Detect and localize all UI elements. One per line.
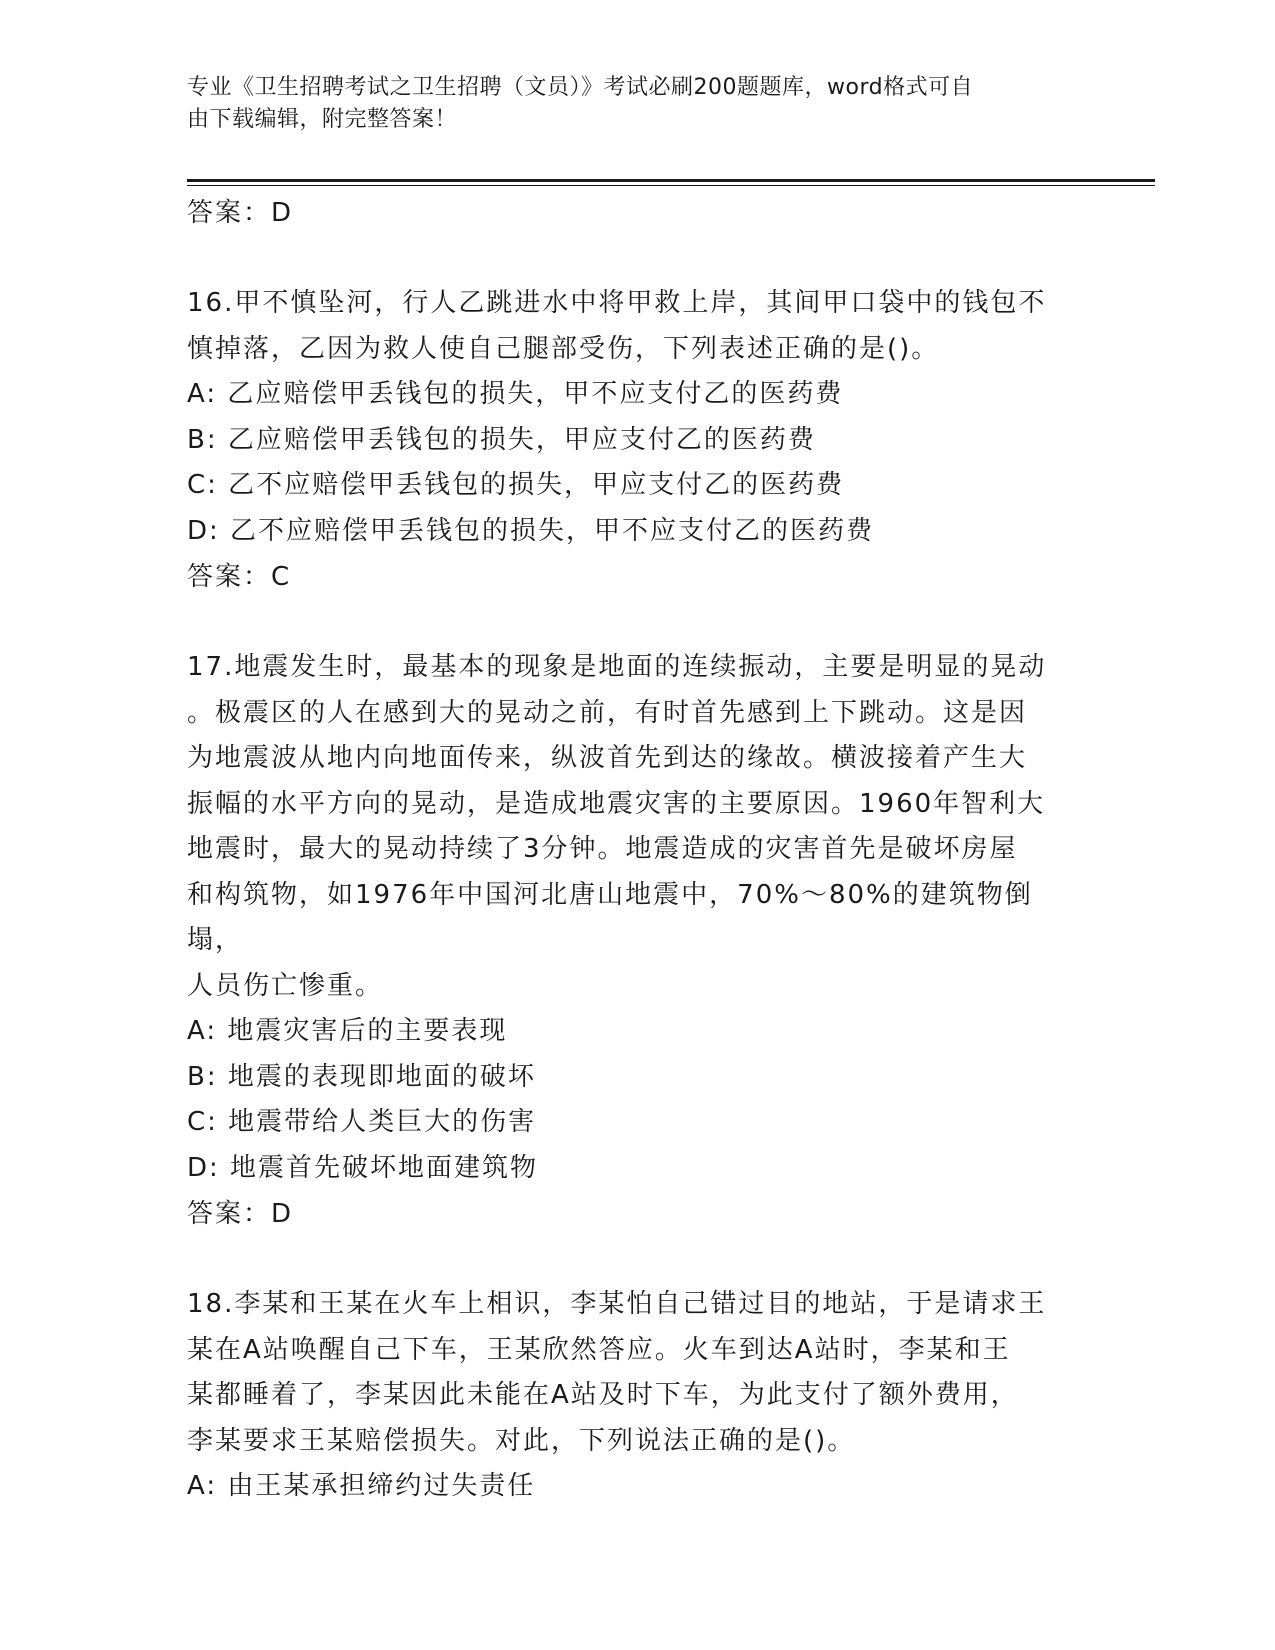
question-text [187, 1282, 1087, 1464]
option-b: B: 地震的表现即地面的破坏 [187, 1061, 536, 1092]
option-b: B: 乙应赔偿甲丢钱包的损失，甲应支付乙的医药费 [187, 424, 816, 455]
question-text-line: 。极震区的人在感到大的晃动之前，有时首先感到上下跳动。这是因 [187, 697, 1028, 728]
header-rule-thick [187, 179, 1155, 182]
question-text-line: 某都睡着了，李某因此未能在A站及时下车，为此支付了额外费用， [187, 1380, 1019, 1410]
question-list [187, 190, 1087, 1510]
question-text [187, 281, 1087, 372]
answer-line: 答案：C [187, 562, 292, 592]
question-text-line: 和构筑物，如1976年中国河北唐山地震中，70%～80%的建筑物倒塌， [187, 879, 1033, 955]
question-17 [187, 645, 1087, 1237]
option-a: A: 由王某承担缔约过失责任 [187, 1471, 536, 1501]
question-text-line: 慎掉落，乙因为救人使自己腿部受伤，下列表述正确的是()。 [187, 333, 940, 364]
answer-line: 答案：D [187, 1199, 294, 1229]
question-text-line: 人员伤亡惨重。 [187, 970, 384, 1001]
option-d: D: 乙不应赔偿甲丢钱包的损失，甲不应支付乙的医药费 [187, 515, 875, 546]
question-text-line: 16.甲不慎坠河，行人乙跳进水中将甲救上岸，其间甲口袋中的钱包不 [187, 288, 1047, 318]
header-rule-thin [187, 185, 1155, 186]
option-a: A: 地震灾害后的主要表现 [187, 1016, 508, 1046]
question-text-line: 17.地震发生时，最基本的现象是地面的连续振动，主要是明显的晃动 [187, 652, 1047, 682]
question-text [187, 645, 1087, 1009]
header-line-2: 由下载编辑，附完整答案！ [187, 107, 458, 132]
option-a: A: 乙应赔偿甲丢钱包的损失，甲不应支付乙的医药费 [187, 379, 844, 409]
question-text-line: 18.李某和王某在火车上相识，李某怕自己错过目的地站，于是请求王 [187, 1289, 1047, 1319]
question-text-line: 李某要求王某赔偿损失。对此，下列说法正确的是()。 [187, 1425, 856, 1456]
option-d: D: 地震首先破坏地面建筑物 [187, 1152, 539, 1183]
question-text-line: 某在A站唤醒自己下车，王某欣然答应。火车到达A站时，李某和王 [187, 1334, 1011, 1365]
option-c: C: 地震带给人类巨大的伤害 [187, 1107, 537, 1137]
document-header [187, 72, 1087, 136]
question-text-line: 为地震波从地内向地面传来，纵波首先到达的缘故。横波接着产生大 [187, 743, 1028, 773]
question-text-line: 振幅的水平方向的晃动，是造成地震灾害的主要原因。1960年智利大 [187, 788, 1046, 819]
option-c: C: 乙不应赔偿甲丢钱包的损失，甲应支付乙的医药费 [187, 470, 845, 500]
question-text-line: 地震时，最大的晃动持续了3分钟。地震造成的灾害首先是破坏房屋 [187, 834, 1018, 864]
question-16 [187, 281, 1087, 600]
answer-line: 答案：D [187, 198, 294, 228]
header-line-1: 专业《卫生招聘考试之卫生招聘（文员）》考试必刷200题题库，word格式可自 [187, 75, 974, 100]
question-18 [187, 1282, 1087, 1510]
